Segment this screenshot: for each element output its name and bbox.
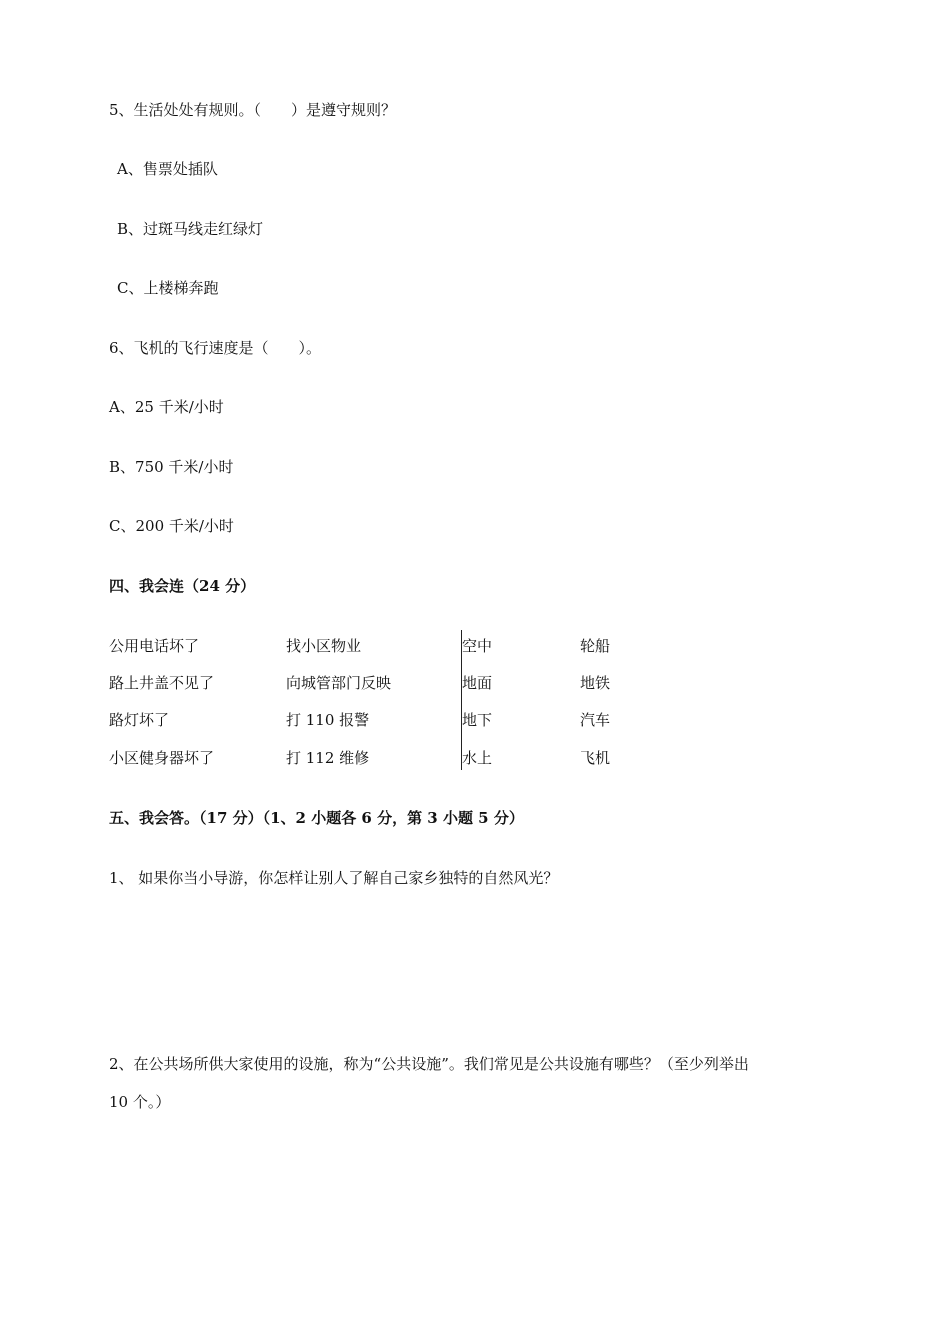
solution-cell: 向城管部门反映 — [286, 674, 392, 692]
matching-row — [0, 673, 950, 693]
solution-cell: 打 110 报警 — [286, 711, 370, 729]
matching-row — [0, 636, 950, 656]
solution-cell: 找小区物业 — [286, 637, 362, 655]
solution-cell: 打 112 维修 — [286, 749, 370, 767]
q5-option-c: C、上楼梯奔跑 — [117, 279, 219, 297]
q6-option-b: B、750 千米/小时 — [109, 458, 234, 476]
problem-cell: 路灯坏了 — [109, 711, 170, 729]
problem-cell: 公用电话坏了 — [109, 637, 200, 655]
q6-option-c: C、200 千米/小时 — [109, 517, 234, 535]
matching-row — [0, 710, 950, 730]
vehicle-cell: 飞机 — [580, 749, 611, 767]
vehicle-cell: 轮船 — [580, 637, 611, 655]
place-cell: 地下 — [462, 711, 493, 729]
q5-stem: 5、生活处处有规则。（ ）是遵守规则？ — [109, 101, 397, 119]
q6-option-a: A、25 千米/小时 — [109, 398, 224, 416]
section5-question-1: 1、 如果你当小导游，你怎样让别人了解自己家乡独特的自然风光？ — [109, 869, 559, 887]
q6-stem: 6、飞机的飞行速度是（ ）。 — [109, 339, 322, 357]
section4-title: 四、我会连（24 分） — [109, 577, 256, 595]
section5-question-2-line2: 10 个。） — [109, 1093, 171, 1111]
vehicle-cell: 汽车 — [580, 711, 611, 729]
vehicle-cell: 地铁 — [580, 674, 611, 692]
problem-cell: 小区健身器坏了 — [109, 749, 215, 767]
place-cell: 地面 — [462, 674, 493, 692]
divider-line — [461, 630, 462, 770]
place-cell: 空中 — [462, 637, 493, 655]
problem-cell: 路上井盖不见了 — [109, 674, 215, 692]
q5-option-a: A、售票处插队 — [117, 160, 218, 178]
section5-title: 五、我会答。（17 分）（1、2 小题各 6 分，第 3 小题 5 分） — [109, 809, 524, 827]
section5-question-2-line1: 2、在公共场所供大家使用的设施，称为“公共设施”。我们常见是公共设施有哪些？（至少列举出 — [109, 1055, 749, 1073]
place-cell: 水上 — [462, 749, 493, 767]
matching-row — [0, 748, 950, 768]
q5-option-b: B、过斑马线走红绿灯 — [117, 220, 264, 238]
